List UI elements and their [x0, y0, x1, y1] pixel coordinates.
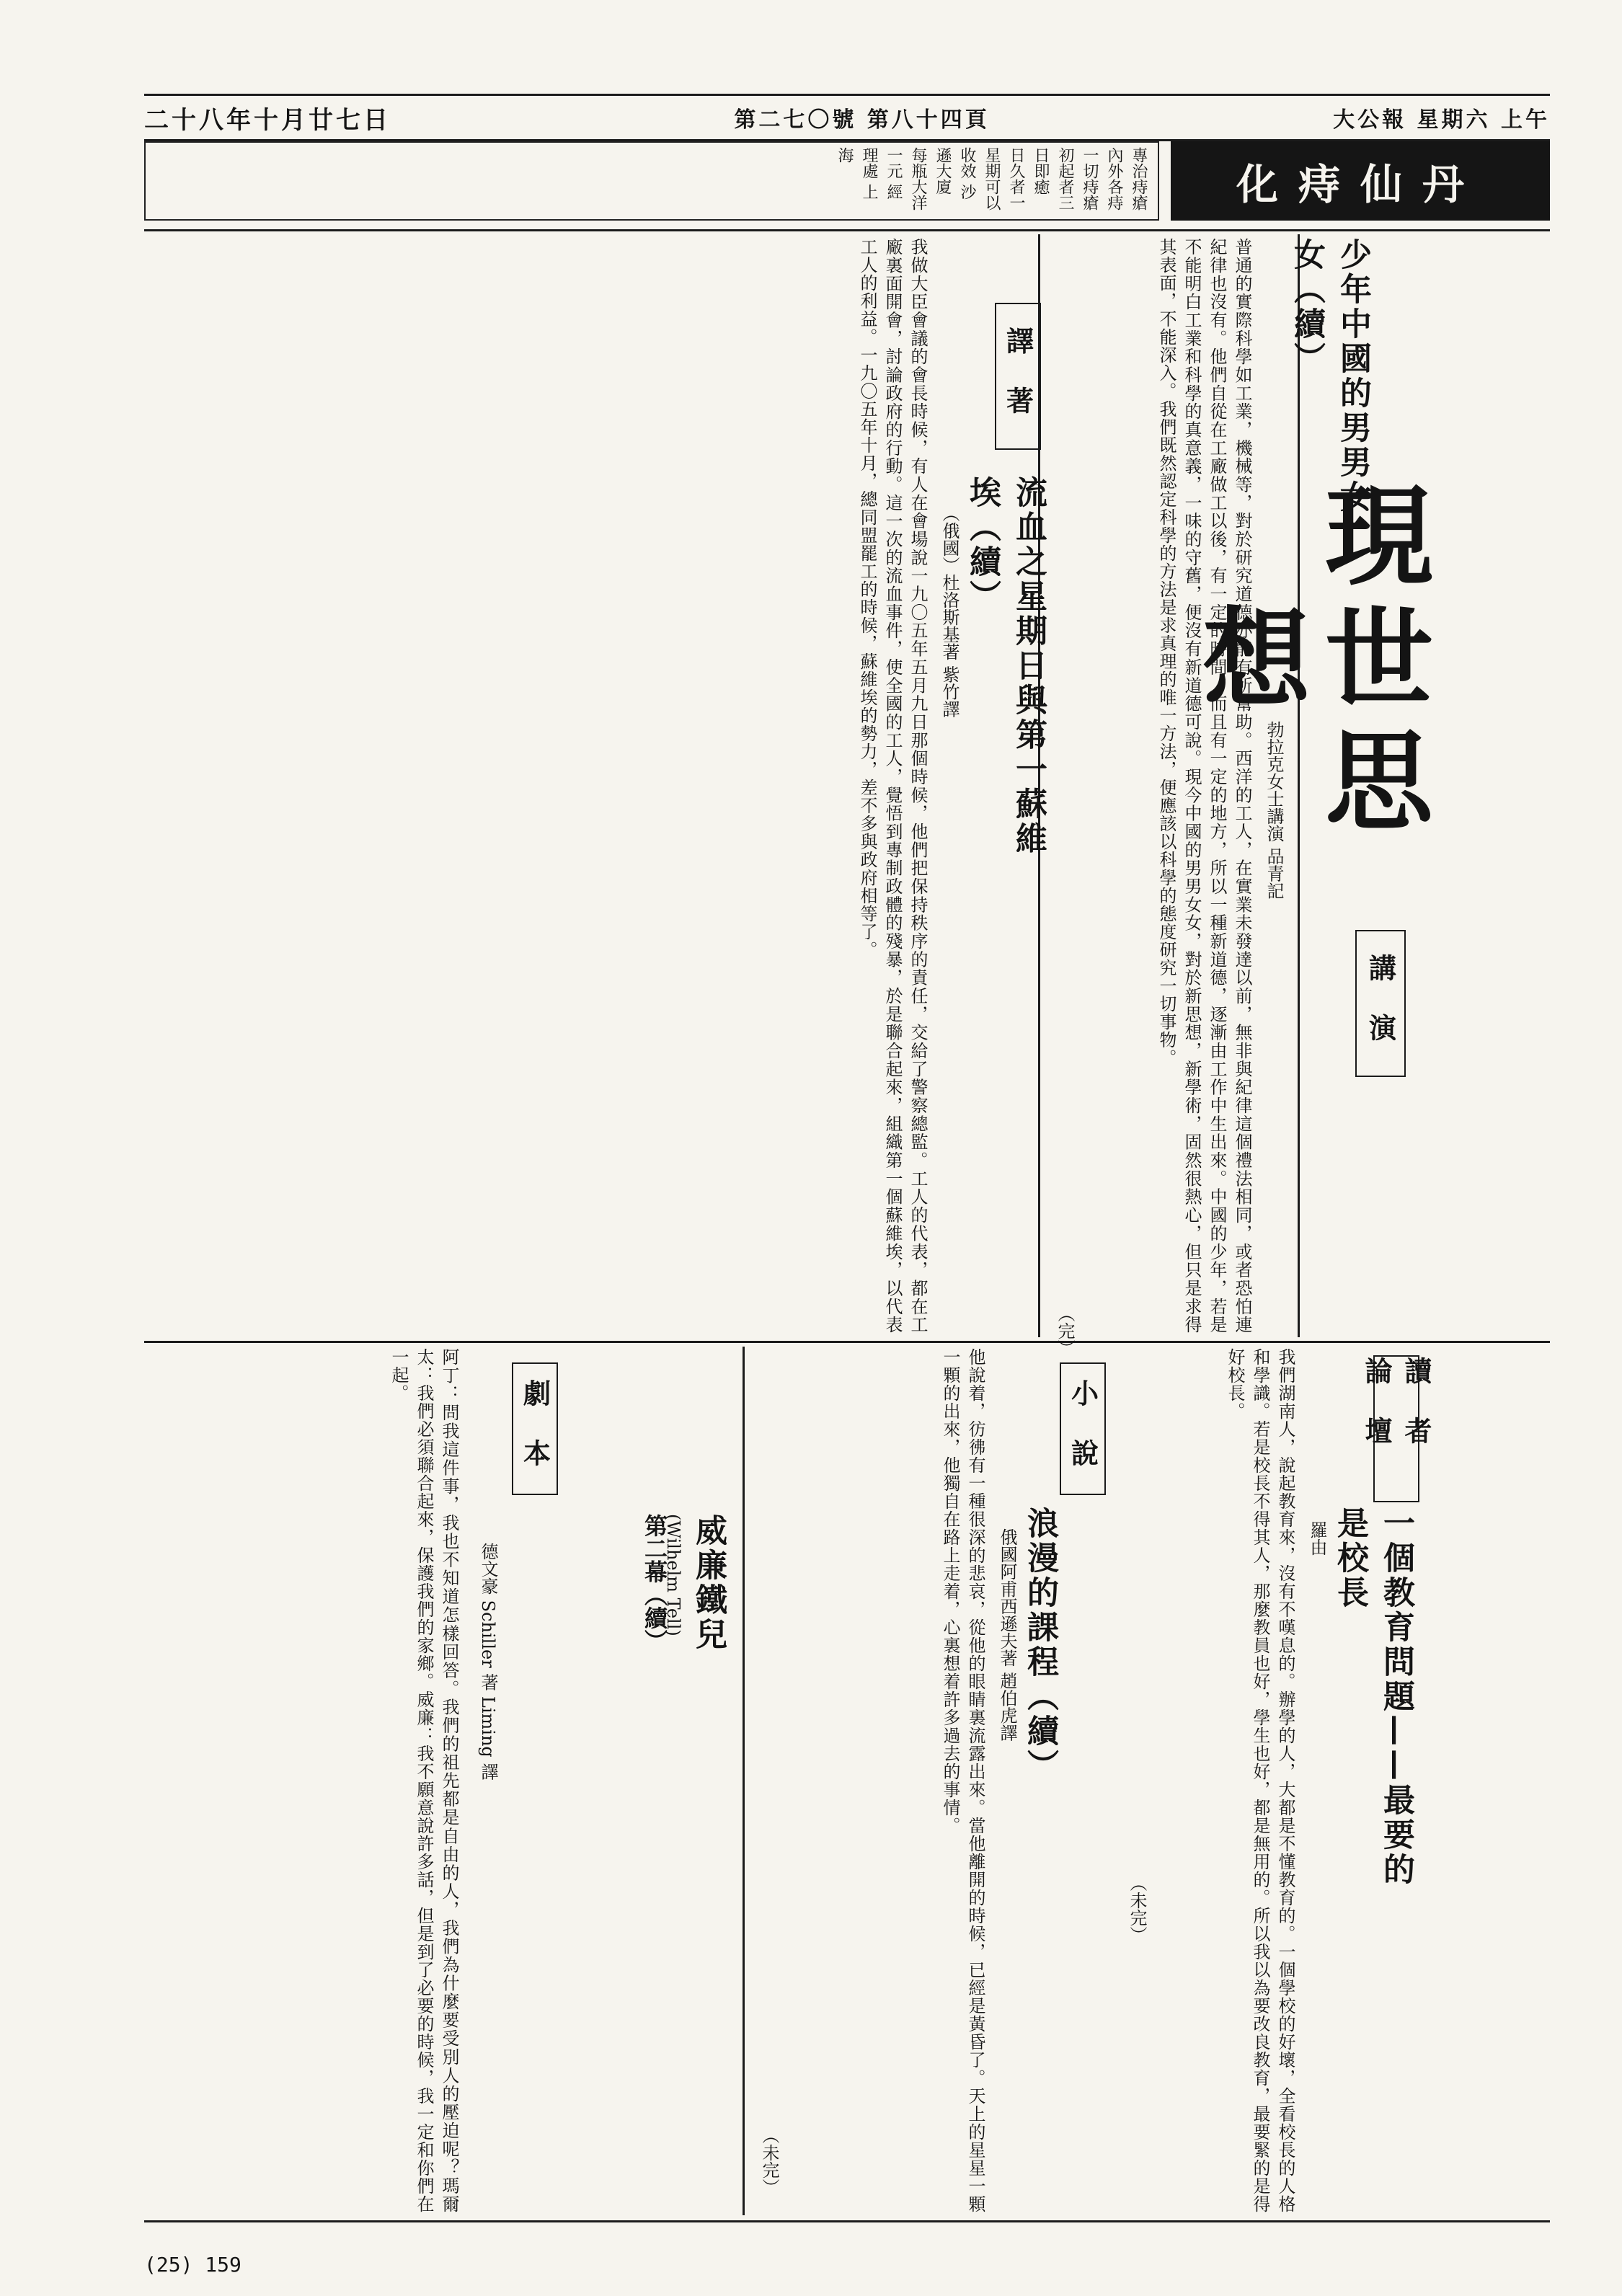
- masthead-right: 大公報 星期六 上午: [1333, 107, 1550, 133]
- bloody-sunday-author: （俄國）杜洛斯基著 紫竹譯: [939, 505, 960, 718]
- bloody-sunday-title: [959, 476, 1051, 879]
- youth-end-mark: （完）: [1055, 1305, 1075, 1357]
- ad-copy: 專治痔瘡內外各痔一切痔瘡 初起者三日即癒 日久者一星期可以收效 沙遜大廈 每瓶大洋一元 經理處 上海: [144, 141, 1159, 221]
- drama-title-latin: (Wilhelm Tell): [663, 1514, 683, 1636]
- youth-title-text: 少年中國的男男女女: [1288, 238, 1371, 515]
- bottom-rule: [144, 2220, 1550, 2222]
- masthead-left: 二十八年十月廿七日: [144, 105, 391, 135]
- novel-title-suffix: （續）: [1021, 1680, 1058, 1783]
- novel-body: 他說着，彷彿有一種很深的悲哀，從他的眼睛裏流露出來。當他離開的時候，已經是黃昏了。天上的星星一顆一顆的出來，他獨自在路上走着，心裏想着許多過去的事情。: [940, 1348, 985, 2213]
- lecture-label: 講 演: [1355, 930, 1406, 1077]
- top-rule: [144, 229, 1550, 231]
- novel-end-mark: （未完）: [759, 2127, 779, 2196]
- drama-title: 威廉鐵兒: [690, 1514, 727, 1652]
- bloody-sunday-title-text: 流血之星期日與第一蘇維埃: [964, 476, 1047, 856]
- masthead: [144, 94, 1550, 141]
- novel-label: 小 說: [1060, 1362, 1106, 1495]
- novel-title: [1016, 1507, 1063, 1809]
- middle-rule: [144, 1341, 1550, 1343]
- forum-end-mark: （未完）: [1127, 1874, 1147, 1943]
- drama-author: 德文豪 Schiller 著 Liming 譯: [478, 1543, 498, 1781]
- page-number: (25) 159: [144, 2253, 241, 2277]
- masthead-center: 第二七〇號 第八十四頁: [734, 107, 990, 133]
- drama-act: [638, 1514, 671, 1652]
- drama-label: 劇 本: [512, 1362, 558, 1495]
- youth-author: 勃拉克女士講演 品青記: [1264, 721, 1284, 900]
- drama-body: 阿丁：問我這件事，我也不知道怎樣回答。我們的祖先都是自由的人，我們為什麼要受別人的壓迫呢？瑪爾太：我們必須聯合起來，保護我們的家鄉。威廉：我不願意說許多話，但是到了必要的時候，我一定和你們在一起。: [389, 1348, 459, 2213]
- youth-article-title: [1283, 238, 1375, 541]
- education-author: 羅由: [1307, 1521, 1327, 1556]
- education-article-title: 一個教育問題——最要的是校長: [1331, 1507, 1414, 1887]
- drama-act-suffix: （續）: [641, 1583, 668, 1652]
- advertisement-band: [144, 141, 1550, 221]
- forum-label: 讀 者 論 壇: [1373, 1355, 1419, 1502]
- novel-title-text: 浪漫的課程: [1021, 1507, 1058, 1680]
- bloody-sunday-body: 我做大臣會議的會長時候，有人在會場說一九〇五年五月九日那個時候，他們把保持秩序的責任，交給了警察總監。工人的代表，都在工廠裏面開會，討論政府的行動。這一次的流血事件，使全國的工人，覺悟到專制政體的殘暴，於是聯合起來，組織第一個蘇維埃，以代表工人的利益。一九〇五年十月，總同盟罷工的時候，蘇維埃的勢力，差不多與政府相等了。: [857, 238, 928, 1334]
- column-divider: [743, 1347, 745, 2215]
- drama-act-text: 第二幕: [641, 1514, 668, 1583]
- ad-logo: 化痔仙丹: [1171, 141, 1550, 221]
- youth-title-suffix: （續）: [1288, 272, 1325, 376]
- novel-author: 俄國阿甫西遜夫著 趙伯虎譯: [997, 1528, 1017, 1742]
- education-body: 我們湖南人，說起教育來，沒有不嘆息的。辦學的人，大都是不懂教育的。一個學校的好壞，全看校長的人格和學識。若是校長不得其人，那麼教員也好，學生也好，都是無用的。所以我以為要改良教育，最要緊的是得好校長。: [1225, 1348, 1295, 2213]
- page-title: 現世思想: [1184, 479, 1433, 847]
- youth-article-body: 普通的實際科學如工業，機械等，對於研究道德亦能有所幫助。西洋的工人，在實業未發達以前，無非與紀律這個禮法相同，或者恐怕連紀律也沒有。他們自從在工廠做工以後，有一定的時間，而且有一定的地方，所以一種新道德，逐漸由工作中生出來。中國的少年，若是不能明白工業和科學的真意義，一味的守舊，便沒有新道德可說。現今中國的男男女女，對於新思想，新學術，固然很熱心，但只是求得其表面，不能深入。我們既然認定科學的方法是求真理的唯一方法，便應該以科學的態度研究一切事物。: [1156, 238, 1252, 1334]
- bloody-sunday-title-suffix: （續）: [964, 510, 1001, 614]
- translation-label: 譯 著: [995, 303, 1041, 450]
